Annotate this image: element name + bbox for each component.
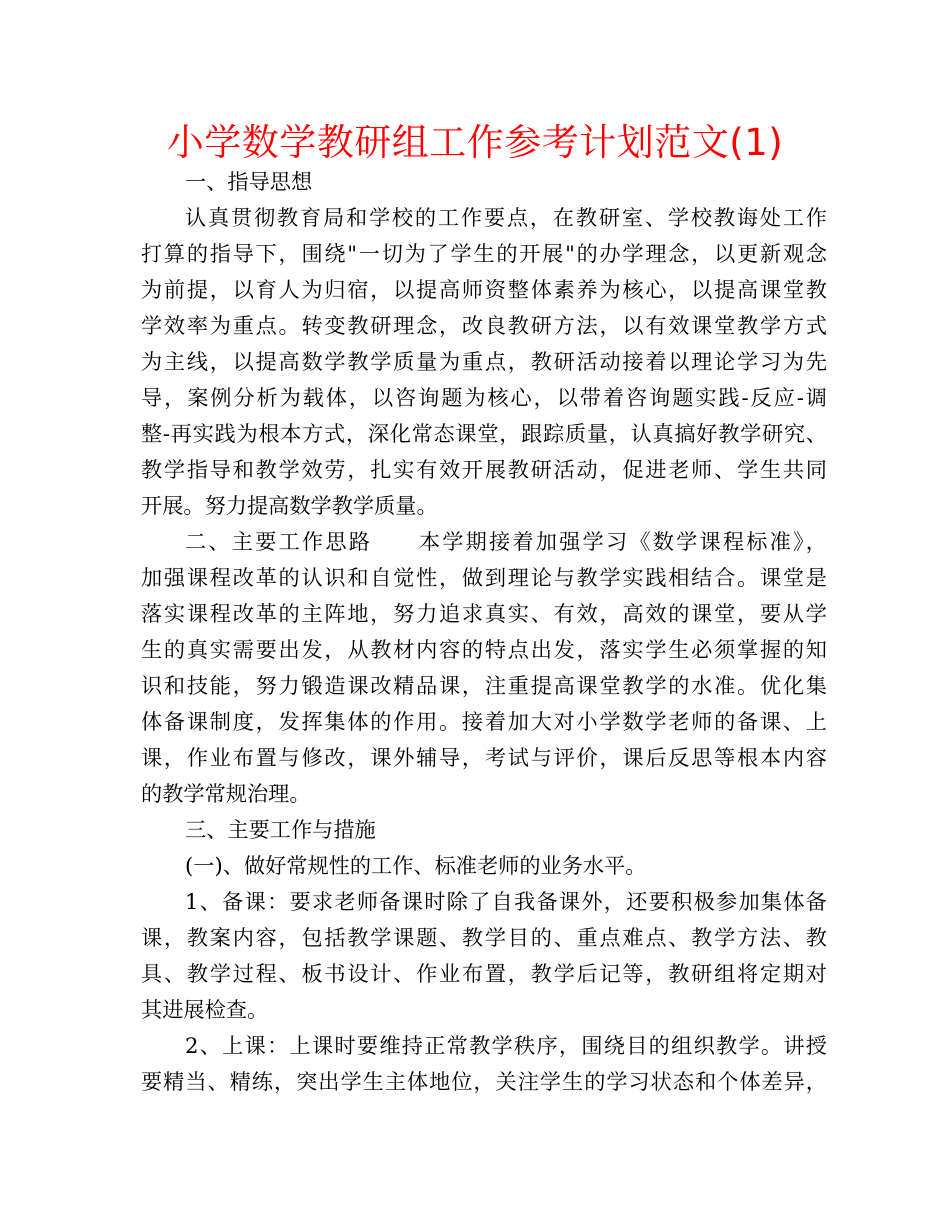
subsection-heading: (一)、做好常规性的工作、标准老师的业务水平。 [185,853,647,878]
section-heading: 三、主要工作与措施 [185,817,376,842]
paragraph-line: 课，作业布置与修改，课外辅导，考试与评价，课后反思等根本内容 [141,745,827,770]
paragraph-line: 生的真实需要出发，从教材内容的特点出发，落实学生必须掌握的知 [141,637,827,662]
paragraph-line: 1、备课：要求老师备课时除了自我备课外，还要积极参加集体备 [185,889,827,914]
document-title: 小学数学教研组工作参考计划范文(1) [166,121,784,164]
paragraph-line: 加强课程改革的认识和自觉性，做到理论与教学实践相结合。课堂是 [141,565,827,590]
paragraph-line: 2、上课：上课时要维持正常教学秩序，围绕目的组织教学。讲授 [185,1033,827,1058]
paragraph-line: 打算的指导下，围绕"一切为了学生的开展"的办学理念，以更新观念 [141,241,827,266]
paragraph-line: 为前提，以育人为归宿，以提高师资整体素养为核心，以提高课堂教 [141,277,827,302]
paragraph-line: 课，教案内容，包括教学课题、教学目的、重点难点、教学方法、教 [141,925,827,950]
paragraph-line: 的教学常规治理。 [141,781,311,806]
paragraph-line: 具、教学过程、板书设计、作业布置，教学后记等，教研组将定期对 [141,961,827,986]
paragraph-line: 要精当、精练，突出学生主体地位，关注学生的学习状态和个体差异， [141,1069,827,1094]
paragraph-line: 识和技能，努力锻造课改精品课，注重提高课堂教学的水准。优化集 [141,673,827,698]
paragraph-line: 落实课程改革的主阵地，努力追求真实、有效，高效的课堂，要从学 [141,601,827,626]
paragraph-line: 导，案例分析为载体，以咨询题为核心，以带着咨询题实践-反应-调 [141,385,827,410]
section-heading: 一、指导思想 [185,169,313,194]
paragraph-line: 体备课制度，发挥集体的作用。接着加大对小学数学老师的备课、上 [141,709,827,734]
paragraph-line: 整-再实践为根本方式，深化常态课堂，跟踪质量，认真搞好教学研究、 [141,421,827,446]
paragraph-line: 其进展检查。 [141,997,269,1022]
paragraph-line: 为主线，以提高数学教学质量为重点，教研活动接着以理论学习为先 [141,349,827,374]
paragraph-line: 认真贯彻教育局和学校的工作要点，在教研室、学校教诲处工作 [185,205,827,230]
paragraph-line: 教学指导和教学效劳，扎实有效开展教研活动，促进老师、学生共同 [141,457,827,482]
section-heading-line: 二、主要工作思路 本学期接着加强学习《数学课程标准》， [185,529,827,554]
paragraph-line: 开展。努力提高数学教学质量。 [141,493,438,518]
paragraph-line: 学效率为重点。转变教研理念，改良教研方法，以有效课堂教学方式 [141,313,827,338]
